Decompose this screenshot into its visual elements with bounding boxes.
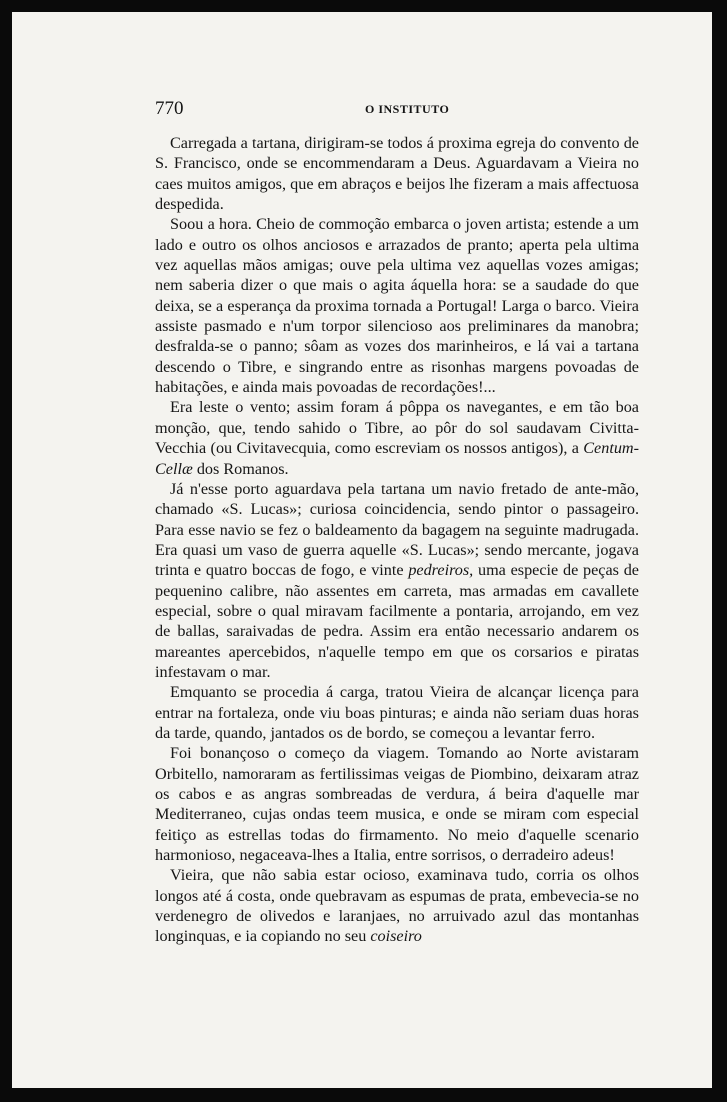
paragraph: Vieira, que não sabia estar ocioso, examinava tudo, corria os olhos longos até á costa, onde quebravam as espumas de prata, embevecia-se no verdenegro de olivedos e laranjaes, no arruivado azul das montanhas longinquas, e ia copiando no seu coiseiro [155, 866, 639, 946]
page-number: 770 [155, 98, 184, 119]
paragraph: Era leste o vento; assim foram á pôppa os navegantes, e em tão boa monção, que, tendo sahido o Tibre, ao pôr do sol saudavam Civitta-Vecchia (ou Civitavecquia, como escreviam os nossos antigos), a Centum-Cellæ dos Romanos. [155, 398, 639, 478]
running-title: O INSTITUTO [365, 102, 450, 116]
book-page [12, 12, 712, 1088]
page-header [155, 98, 639, 122]
paragraph: Foi bonançoso o começo da viagem. Tomando ao Norte avistaram Orbitello, namoraram as fertilissimas veigas de Piombino, deixaram atraz os cabos e as angras sombreadas de verdura, á beira d'aquelle mar Mediterraneo, cujas ondas teem musica, e onde se miram com especial feitiço as estrellas todas do firmamento. No meio d'aquelle scenario harmonioso, negaceava-lhes a Italia, entre sorrisos, o derradeiro adeus! [155, 744, 639, 865]
paragraph: Carregada a tartana, dirigiram-se todos á proxima egreja do convento de S. Francisco, onde se encommendaram a Deus. Aguardavam a Vieira no caes muitos amigos, que em abraços e beijos lhe fizeram a mais affectuosa despedida. [155, 134, 639, 214]
paragraph: Já n'esse porto aguardava pela tartana um navio fretado de ante-mão, chamado «S. Lucas»; curiosa coincidencia, sendo pintor o passageiro. Para esse navio se fez o baldeamento da bagagem na seguinte madrugada. Era quasi um vaso de guerra aquelle «S. Lucas»; sendo mercante, jogava trinta e quatro boccas de fogo, e vinte pedreiros, uma especie de peças de pequenino calibre, não assentes em carreta, mas armadas em cavallete especial, sobre o qual miravam facilmente a pontaria, arrojando, em vez de ballas, saraivadas de pedra. Assim era então necessario andarem os mareantes apercebidos, n'aquelle tempo em que os corsarios e piratas infestavam o mar. [155, 479, 639, 681]
paragraph: Emquanto se procedia á carga, tratou Vieira de alcançar licença para entrar na fortaleza, onde viu boas pinturas; e ainda não seriam duas horas da tarde, quando, jantados os de bordo, se começou a levantar ferro. [155, 683, 639, 742]
body-text [155, 133, 639, 947]
paragraph: Soou a hora. Cheio de commoção embarca o joven artista; estende a um lado e outro os olhos anciosos e arrazados de pranto; aperta pela ultima vez aquellas mãos amigas; ouve pela ultima vez aquellas vozes amigas; nem saberia dizer o que mais o agita áquella hora: se a saudade do que deixa, se a esperança da proxima tornada a Portugal! Larga o barco. Vieira assiste pasmado e n'um torpor silencioso aos preliminares da manobra; desfralda-se o panno; sôam as vozes dos marinheiros, e lá vai a tartana descendo o Tibre, e singrando entre as risonhas margens povoadas de habitações, e ainda mais povoadas de recordações!... [155, 215, 639, 397]
